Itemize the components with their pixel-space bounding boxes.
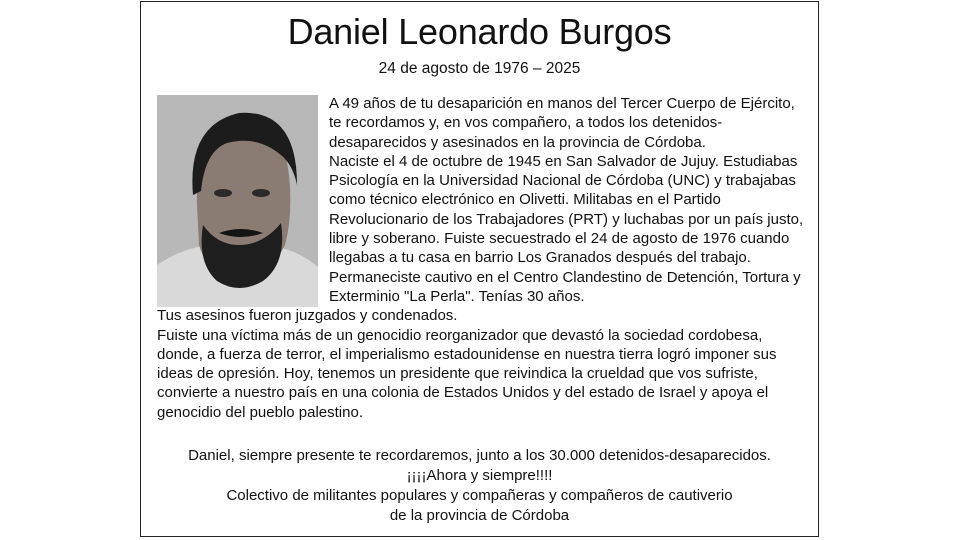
paragraph-intro: A 49 años de tu desaparición en manos del Tercer Cuerpo de Ejército, te recordamos y, en vos compañero, a todos los detenidos-desaparecidos y asesinados en la provincia de Córdoba.: [329, 95, 795, 151]
photo-spacer: [157, 94, 329, 306]
memorial-notice: [140, 1, 819, 537]
closing-line-signature: Colectivo de militantes populares y compañeras y compañeros de cautiverio: [226, 487, 733, 504]
closing-line-remembrance: Daniel, siempre presente te recordaremos, junto a los 30.000 detenidos-desaparecidos.: [188, 447, 771, 464]
notice-dates: 24 de agosto de 1976 – 2025: [378, 60, 581, 77]
paragraph-trial: Tus asesinos fueron juzgados y condenados.: [157, 307, 458, 325]
paragraph-genocide: Fuiste una víctima más de un genocidio reorganizador que devastó la sociedad cordobesa, donde, a fuerza de terror, el imperialismo estadounidense en nuestra tierra logró imponer sus ideas de opresión. Hoy, tenemos un presidente que reivindica la crueldad que vos sufriste, convierte a nuestro país en una colonia de Estados Unidos y del estado de Israel y apoya el genocidio del pueblo palestino.: [157, 326, 777, 421]
notice-body: [157, 94, 804, 422]
closing-line-province: de la provincia de Córdoba: [389, 507, 570, 524]
closing-line-slogan: ¡¡¡¡Ahora y siempre!!!!: [406, 467, 553, 484]
closing-block: [141, 446, 818, 526]
paragraph-biography: Naciste el 4 de octubre de 1945 en San Salvador de Jujuy. Estudiabas Psicología en la Universidad Nacional de Córdoba (UNC) y trabajabas como técnico electrónico en Olivetti. Militabas en el Partido Revolucionario de los Trabajadores (PRT) y luchabas por un país justo, libre y soberano. Fuiste secuestrado el 24 de agosto de 1976 cuando llegabas a tu casa en barrio Los Granados después del trabajo. Permaneciste cautivo en el Centro Clandestino de Detención, Tortura y Exterminio "La Perla". Tenías 30 años.: [329, 152, 804, 305]
notice-title: Daniel Leonardo Burgos: [287, 11, 672, 52]
